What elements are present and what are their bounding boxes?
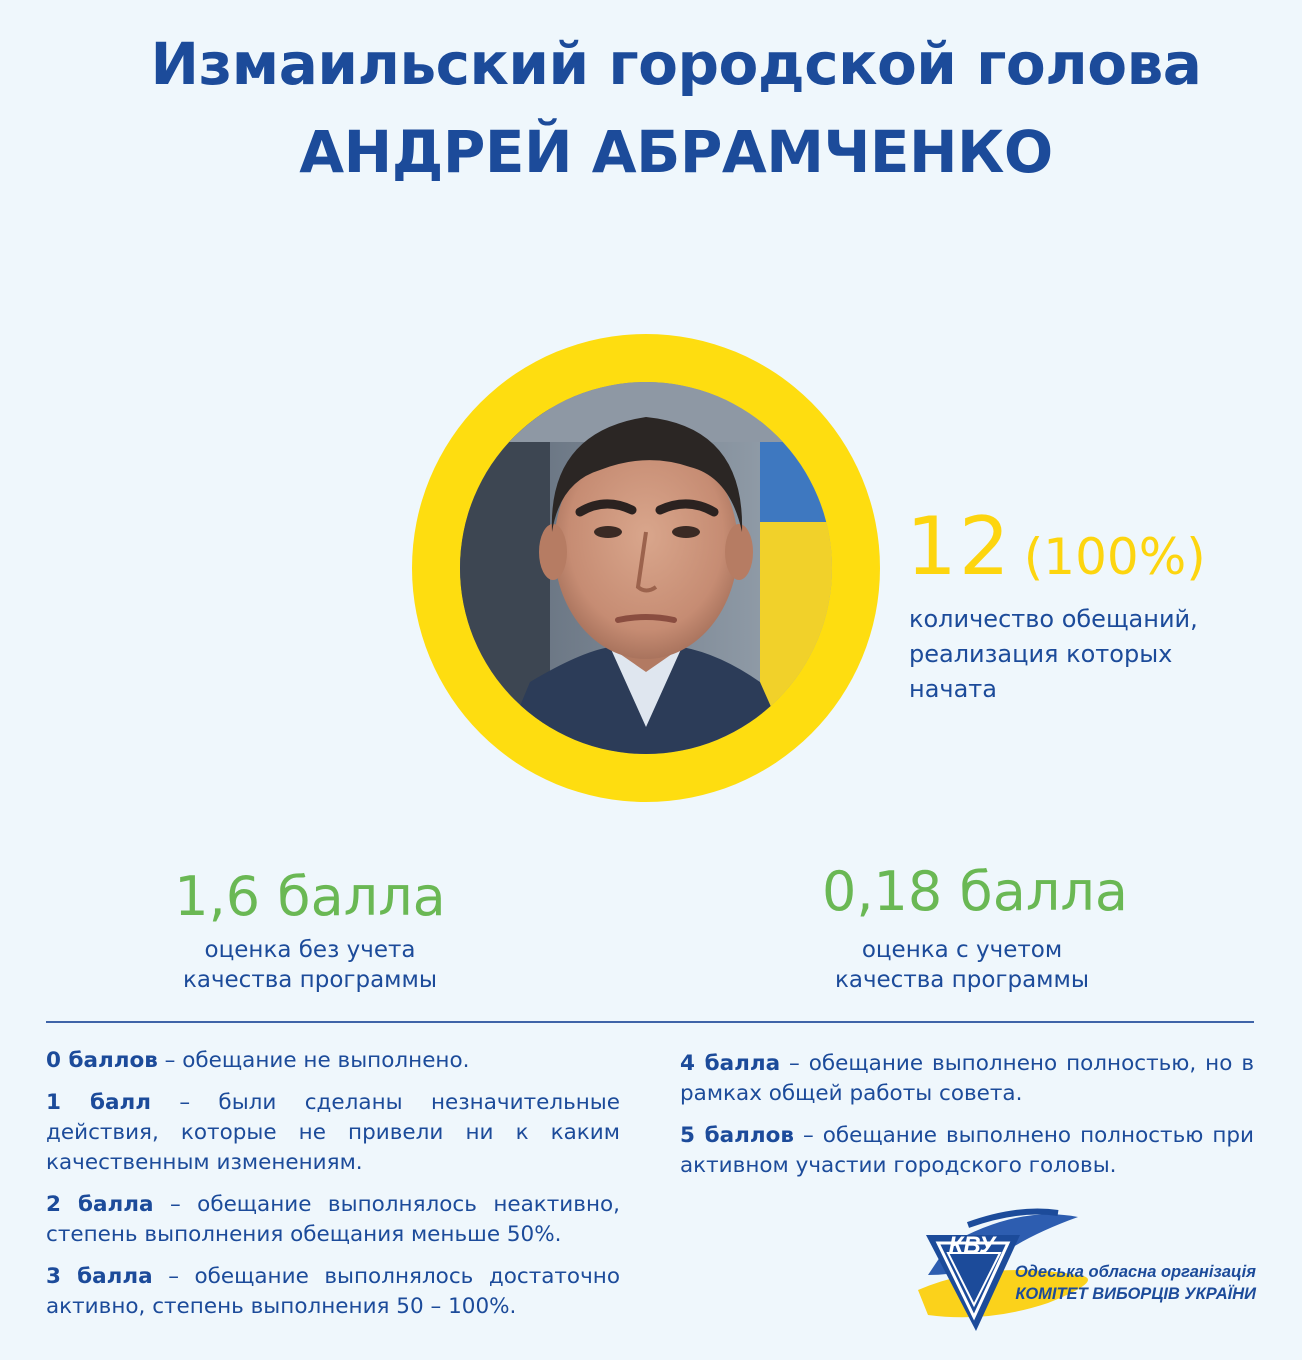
score-without-quality-value: 1,6 балла	[174, 865, 446, 928]
score-with-quality-caption-line1: оценка с учетом	[861, 937, 1063, 963]
score-with-quality	[775, 860, 1175, 923]
legend-item-term: 0 баллов	[46, 1048, 158, 1073]
org-name-line2: КОМІТЕТ ВИБОРЦІВ УКРАЇНИ	[1015, 1285, 1256, 1303]
score-with-quality-caption	[762, 935, 1162, 995]
score-with-quality-value: 0,18 балла	[822, 860, 1128, 923]
legend-item	[680, 1121, 1254, 1181]
legend-item	[46, 1190, 620, 1250]
legend-item-desc: – обещание выполнялось неактивно, степень выполнения обещания меньше 50%.	[46, 1192, 620, 1247]
legend-left-column	[46, 1046, 620, 1334]
portrait-photo	[460, 382, 832, 754]
promises-percent: (100%)	[1023, 528, 1206, 586]
promises-count	[906, 500, 1206, 593]
legend-item-term: 4 балла	[680, 1051, 781, 1076]
logo-mark-text: КВУ	[948, 1232, 996, 1259]
score-without-quality-caption-line1: оценка без учета	[204, 937, 416, 963]
legend-right-column	[680, 1049, 1254, 1193]
score-without-quality-caption	[110, 935, 510, 995]
score-with-quality-caption-line2: качества программы	[834, 967, 1090, 993]
legend-item-desc: – обещание выполнено полностью при активном участии городского головы.	[680, 1123, 1254, 1178]
legend-item	[680, 1049, 1254, 1109]
legend-item-desc: – обещание не выполнено.	[157, 1048, 470, 1073]
score-without-quality	[110, 865, 510, 928]
legend-item-desc: – обещание выполнялось достаточно активно, степень выполнения 50 – 100%.	[46, 1264, 620, 1319]
legend-item	[46, 1046, 620, 1076]
org-name	[1004, 1261, 1256, 1305]
page-title-line1: Измаильский городской голова	[150, 30, 1202, 98]
legend-item-term: 5 баллов	[680, 1123, 794, 1148]
legend-item-term: 1 балл	[46, 1090, 151, 1115]
score-without-quality-caption-line2: качества программы	[182, 967, 438, 993]
legend-item	[46, 1088, 620, 1178]
legend-item-desc: – были сделаны незначительные действия, которые не привели ни к каким качественным изменениям.	[46, 1090, 620, 1175]
section-divider	[46, 1021, 1254, 1023]
legend-item-term: 3 балла	[46, 1264, 153, 1289]
legend-item-term: 2 балла	[46, 1192, 154, 1217]
promises-count-number: 12	[906, 500, 1012, 593]
page-title-line2: АНДРЕЙ АБРАМЧЕНКО	[299, 118, 1053, 186]
legend-item	[46, 1262, 620, 1322]
org-name-line1: Одеська обласна організація	[1014, 1263, 1256, 1281]
legend-item-desc: – обещание выполнено полностью, но в рамках общей работы совета.	[680, 1051, 1254, 1106]
promises-caption: количество обещаний, реализация которых начата	[909, 605, 1198, 703]
